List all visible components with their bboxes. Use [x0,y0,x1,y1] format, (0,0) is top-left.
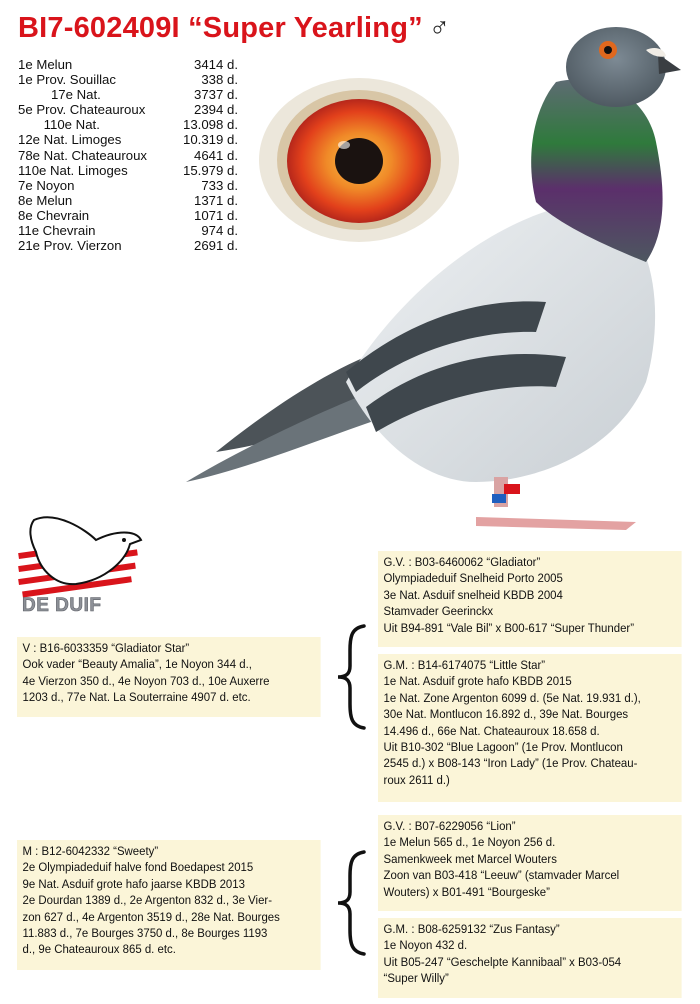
result-label: 110e Nat. [18,117,100,133]
mother-dam-line: G.M. : B08-6259132 “Zus Fantasy” [383,922,560,936]
father-sire-line: Stamvader Geerinckx [383,604,494,619]
mother-line: 2e Olympiadeduif halve fond Boedapest 2015 [22,860,254,875]
mother-dam-line: “Super Willy” [383,971,449,986]
title-text: BI7-602409I “Super Yearling” [18,12,423,44]
mother-dam-box [378,918,682,998]
mother-sire-line: G.V. : B07-6229056 “Lion” [383,819,516,833]
logo-text: DE DUIF [22,595,102,616]
result-label: 8e Melun [18,192,73,208]
result-value: 3737 d. [194,87,238,103]
result-value: 1371 d. [194,192,238,208]
eye-closeup-photo [254,75,464,245]
father-dam-line: 30e Nat. Montlucon 16.892 d., 39e Nat. Bourges [383,707,629,722]
result-value: 3414 d. [194,57,238,72]
result-value: 974 d. [201,223,238,239]
mother-dam-line: 1e Noyon 432 d. [383,938,468,953]
result-label: 12e Nat. Limoges [18,132,122,148]
result-label: 110e Nat. Limoges [18,162,128,178]
result-value: 1071 d. [194,207,238,223]
result-value: 15.979 d. [183,162,238,178]
father-box [17,637,321,717]
father-dam-line: G.M. : B14-6174075 “Little Star” [383,658,546,672]
result-value: 338 d. [201,72,238,88]
mother-sire-line: Wouters) x B01-491 “Bourgeske” [383,884,550,899]
mother-line: 11.883 d., 7e Bourges 3750 d., 8e Bourges 1193 [22,926,268,941]
father-dam-line: 1e Nat. Asduif grote hafo KBDB 2015 [383,674,572,689]
mother-line: 9e Nat. Asduif grote hafo jaarse KBDB 2013 [22,876,245,891]
mother-brace-icon [330,848,370,958]
father-dam-line: 2545 d.) x B08-143 “Iron Lady” (1e Prov. Chateau- [383,756,638,771]
result-value: 4641 d. [194,147,238,163]
result-value: 2691 d. [194,238,238,254]
father-sire-box [378,551,682,647]
father-line: V : B16-6033359 “Gladiator Star” [22,641,190,655]
result-label: 1e Prov. Souillac [18,72,116,88]
father-sire-line: G.V. : B03-6460062 “Gladiator” [383,555,541,569]
father-dam-line: roux 2611 d.) [383,772,450,787]
result-label: 7e Noyon [18,177,75,193]
father-line: 4e Vierzon 350 d., 4e Noyon 703 d., 10e Auxerre [22,673,270,688]
result-label: 21e Prov. Vierzon [18,238,122,254]
result-value: 10.319 d. [183,132,238,148]
father-dam-line: Uit B10-302 “Blue Lagoon” (1e Prov. Montlucon [383,740,623,755]
mother-line: zon 627 d., 4e Argenton 3519 d., 28e Nat. Bourges [22,909,280,924]
father-sire-line: 3e Nat. Asduif snelheid KBDB 2004 [383,587,563,602]
mother-dam-line: Uit B05-247 “Geschelpte Kannibaal” x B03-054 [383,954,622,969]
father-brace-icon [330,622,370,732]
result-label: 1e Melun [18,57,73,72]
mother-line: d., 9e Chateauroux 865 d. etc. [22,942,176,957]
result-label: 5e Prov. Chateauroux [18,102,146,118]
father-line: 1203 d., 77e Nat. La Souterraine 4907 d. etc. [22,690,251,705]
result-label: 17e Nat. [18,87,101,103]
result-value: 13.098 d. [183,117,238,133]
mother-line: M : B12-6042332 “Sweety” [22,844,159,858]
mother-sire-box [378,815,682,911]
male-symbol-icon: ♂ [428,12,451,43]
father-dam-line: 14.496 d., 66e Nat. Chateauroux 18.658 d. [383,723,600,738]
mother-sire-line: Zoon van B03-418 “Leeuw” (stamvader Marcel [383,868,620,883]
father-dam-line: 1e Nat. Zone Argenton 6099 d. (5e Nat. 19.931 d.), [383,690,641,705]
result-label: 11e Chevrain [18,223,96,239]
mother-sire-line: 1e Melun 565 d., 1e Noyon 256 d. [383,835,556,850]
father-line: Ook vader “Beauty Amalia”, 1e Noyon 344 d., [22,657,252,672]
mother-line: 2e Dourdan 1389 d., 2e Argenton 832 d., 3e Vier- [22,893,273,908]
result-value: 733 d. [201,177,238,193]
mother-sire-line: Samenkweek met Marcel Wouters [383,851,557,866]
father-sire-line: Olympiadeduif Snelheid Porto 2005 [383,571,563,586]
result-value: 2394 d. [194,102,238,118]
result-label: 8e Chevrain [18,207,90,223]
father-dam-box [378,654,682,802]
father-sire-line: Uit B94-891 “Vale Bil” x B00-617 “Super Thunder” [383,620,635,635]
result-label: 78e Nat. Chateauroux [18,147,148,163]
mother-box [17,840,321,970]
